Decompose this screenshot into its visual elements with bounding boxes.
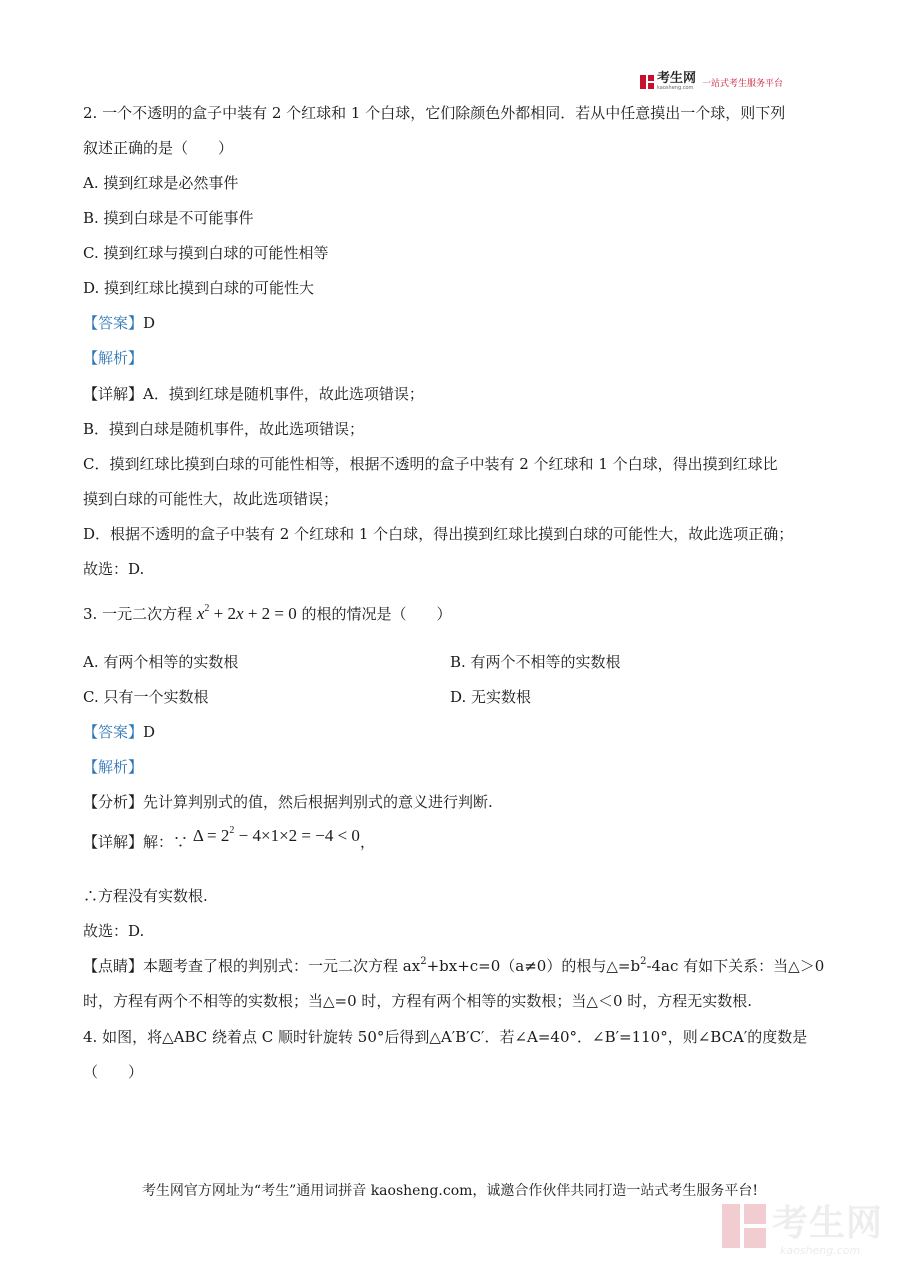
answer-value: D xyxy=(143,314,156,332)
q3-stem: 3. 一元二次方程 $x^2 + 2x + 2 = 0$ 的根的情况是（ ） xyxy=(83,603,452,623)
q3-dianjing-line1: 【点睛】本题考查了根的判别式：一元二次方程 $ax^2+bx+c=0(a\ne 0)$的根与$\triangle=b^2-4ac$ 有如下关系：当△＞0 xyxy=(83,956,825,975)
q2-analysis-tag: 【解析】 xyxy=(83,349,144,367)
q4-stem-line2: （ ） xyxy=(83,1063,144,1081)
q3-option-b: B. 有两个不相等的实数根 xyxy=(450,653,621,671)
q3-conclusion: 故选：D. xyxy=(83,922,145,940)
answer-value: D xyxy=(143,723,156,741)
q4-stem-line1: 4. 如图，将△ABC 绕着点 C 顺时针旋转 50°后得到△A′B′C′．若∠A=40°．∠B′=110°，则∠BCA′的度数是 xyxy=(83,1028,808,1046)
q3-option-a: A. 有两个相等的实数根 xyxy=(83,653,239,671)
q2-answer xyxy=(83,313,155,333)
detail-tag: 【详解】 xyxy=(83,833,144,851)
q3-discriminant: $\Delta = 2^2 - 4\times 1\times 2 = -4 < 0$ xyxy=(192,825,360,845)
q2-option-b: B. 摸到白球是不可能事件 xyxy=(83,209,254,227)
q2-option-d: D. 摸到红球比摸到白球的可能性大 xyxy=(83,279,315,297)
q2-option-c: C. 摸到红球与摸到白球的可能性相等 xyxy=(83,244,329,262)
q3-option-d: D. 无实数根 xyxy=(450,688,532,706)
q3-answer xyxy=(83,722,155,742)
q3-equation: $x^2 + 2x + 2 = 0$ xyxy=(196,603,297,623)
logo-mark-icon xyxy=(640,75,654,89)
q2-detail-line2: B．摸到白球是随机事件，故此选项错误； xyxy=(83,420,365,438)
watermark-brand: 考生网 xyxy=(772,1203,884,1244)
q2-detail-line4: 摸到白球的可能性大，故此选项错误； xyxy=(83,490,339,508)
q3-dianjing-line2: 时，方程有两个不相等的实数根；当△=0 时，方程有两个相等的实数根；当△＜0 时，方程无实数根. xyxy=(83,992,753,1010)
q3-therefore: ∴方程没有实数根. xyxy=(83,887,208,905)
q3-analysis-tag: 【解析】 xyxy=(83,758,144,776)
header-slogan: 一站式考生服务平台 xyxy=(702,78,784,89)
q2-option-a: A. 摸到红球是必然事件 xyxy=(83,174,239,192)
watermark-domain: kaosheng.com xyxy=(780,1244,861,1257)
answer-tag: 【答案】 xyxy=(83,723,144,741)
q2-stem-line2: 叙述正确的是（ ） xyxy=(83,139,234,157)
answer-tag: 【答案】 xyxy=(83,314,144,332)
watermark-logo-icon xyxy=(722,1204,766,1248)
q2-stem-line1: 2. 一个不透明的盒子中装有 2 个红球和 1 个白球，它们除颜色外都相同．若从中任意摸出一个球，则下列 xyxy=(83,104,786,122)
header-brand: 考生网 kaosheng.com xyxy=(657,71,697,91)
q2-conclusion: 故选：D. xyxy=(83,560,145,578)
dianjing-tag: 【点睛】 xyxy=(83,957,144,975)
header-logo xyxy=(640,73,783,91)
watermark xyxy=(722,1203,884,1257)
q2-detail-line1: 【详解】A．摸到红球是随机事件，故此选项错误； xyxy=(83,385,424,403)
footer-text: 考生网官方网址为“考生”通用词拼音 kaosheng.com，诚邀合作伙伴共同打造一站式考生服务平台! xyxy=(141,1183,759,1199)
detail-tag: 【详解】 xyxy=(83,385,144,403)
q2-detail-line5: D．根据不透明的盒子中装有 2 个红球和 1 个白球，得出摸到红球比摸到白球的可能性大，故此选项正确； xyxy=(83,525,794,543)
q2-detail-line3: C．摸到红球比摸到白球的可能性相等，根据不透明的盒子中装有 2 个红球和 1 个白球，得出摸到红球比 xyxy=(83,455,778,473)
fenxi-tag: 【分析】 xyxy=(83,793,144,811)
q3-fenxi: 【分析】先计算判别式的值，然后根据判别式的意义进行判断. xyxy=(83,793,493,811)
q3-detail: 【详解】解：∵ $\Delta = 2^2 - 4\times 1\times 2 = -4 < 0$， xyxy=(83,825,375,851)
q3-option-c: C. 只有一个实数根 xyxy=(83,688,209,706)
